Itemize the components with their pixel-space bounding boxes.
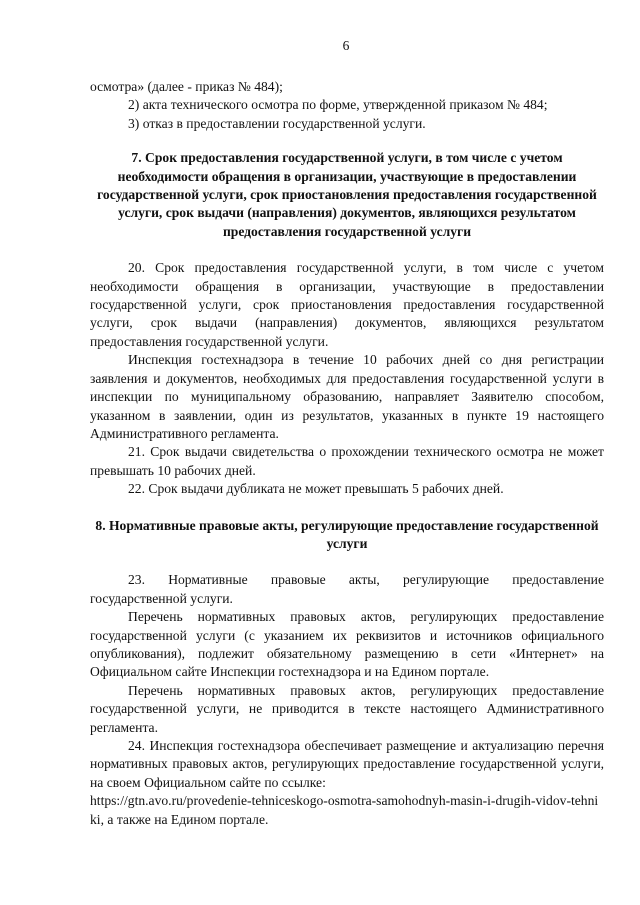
paragraph-20: 20. Срок предоставления государственной услуги, в том числе с учетом необходимости обращения в организации, участвующие в предоставлении государственной услуги, срок приостановления предоставления государственной услуги, срок выдачи (направления) документов, являющихся результатом предоставления государственной услуги. [90, 260, 604, 349]
paragraph-20-detail: Инспекция гостехнадзора в течение 10 рабочих дней со дня регистрации заявления и документов, необходимых для предоставления государственной услуги в инспекции по муниципальному образованию, направляет Заявителю способом, указанном в заявлении, один из результатов, указанных в пункте 19 настоящего Административного регламента. [90, 352, 604, 441]
page-number: 6 [342, 38, 350, 53]
lead-line-3: 3) отказ в предоставлении государственной услуги. [128, 115, 426, 131]
lead-line-2: 2) акта технического осмотра по форме, утвержденной приказом № 484; [128, 97, 548, 113]
section-7-title: 7. Срок предоставления государственной услуги, в том числе с учетом необходимости обращения в организации, участвующие в предоставлении государственной услуги, срок приостановления предоставления государственной услуги, срок выдачи (направления) документов, являющихся результатом предоставления государственной услуги [97, 150, 597, 239]
regulations-link[interactable]: https://gtn.avo.ru/provedenie-tehniceskogo-osmotra-samohodnyh-masin-i-drugih-vidov-tehniki, [90, 793, 599, 827]
paragraph-24-link-line [90, 792, 604, 829]
paragraph-23-note: Перечень нормативных правовых актов, регулирующих предоставление государственной услуги, не приводится в тексте настоящего Административного регламента. [90, 682, 604, 735]
paragraph-23-list: Перечень нормативных правовых актов, регулирующих предоставление государственной услуги (с указанием их реквизитов и источников официального опубликования), подлежит обязательному размещению в сети «Интернет» на Официальном сайте Инспекции гостехнадзора и на Едином портале. [90, 609, 604, 680]
paragraph-22: 22. Срок выдачи дубликата не может превышать 5 рабочих дней. [128, 481, 504, 497]
paragraph-21: 21. Срок выдачи свидетельства о прохождении технического осмотра не может превышать 10 рабочих дней. [90, 444, 604, 478]
paragraph-24: 24. Инспекция гостехнадзора обеспечивает размещение и актуализацию перечня нормативных правовых актов, регулирующих предоставление государственной услуги, на своем Официальном сайте по ссылке: [90, 738, 604, 790]
lead-line-1: осмотра» (далее - приказ № 484); [90, 79, 283, 94]
page-content [90, 78, 604, 829]
paragraph-23: 23. Нормативные правовые акты, регулирующие предоставление государственной услуги. [90, 572, 604, 606]
paragraph-24-tail: а также на Едином портале. [103, 811, 269, 827]
section-8-title: 8. Нормативные правовые акты, регулирующие предоставление государственной услуги [95, 517, 599, 551]
